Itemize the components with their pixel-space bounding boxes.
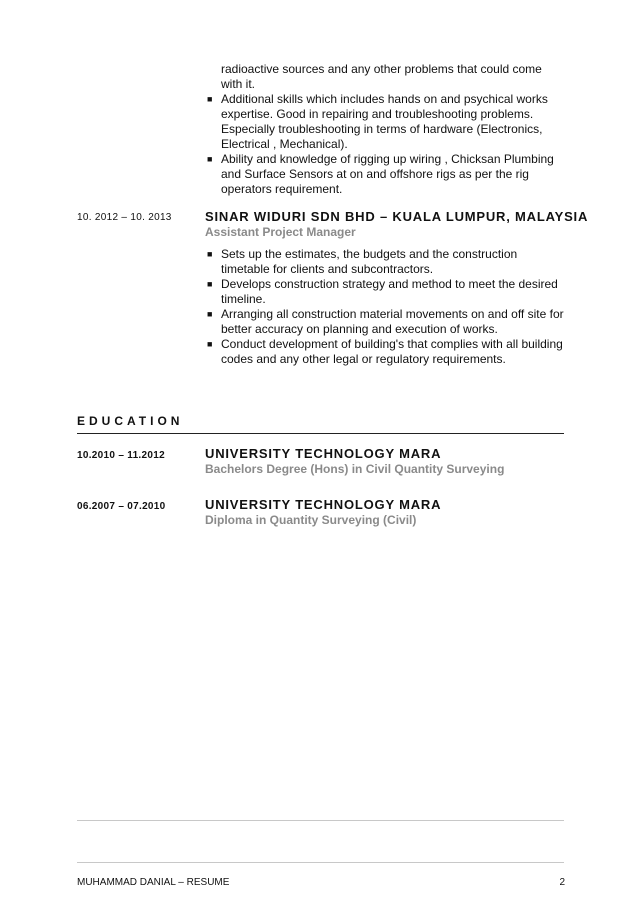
footer-divider: [77, 862, 564, 863]
education-heading: EDUCATION: [77, 414, 184, 428]
list-item: ■ Ability and knowledge of rigging up wiring , Chicksan Plumbing and Surface Sensors at on and offshore rigs as per the rig operators requirement.: [207, 152, 554, 196]
bullet-icon: ■: [207, 94, 213, 104]
list-item: ■ Sets up the estimates, the budgets and the construction timetable for clients and subcontractors.: [207, 247, 518, 276]
job-title: Assistant Project Manager: [205, 225, 356, 239]
school-name: UNIVERSITY TECHNOLOGY MARA: [205, 446, 442, 461]
experience-date: 10. 2012 – 10. 2013: [77, 212, 172, 223]
list-item: ■ Develops construction strategy and method to meet the desired timeline.: [207, 277, 558, 306]
company-name: SINAR WIDURI SDN BHD – KUALA LUMPUR, MALAYSIA: [205, 209, 589, 224]
section-divider: [77, 433, 564, 434]
footer-title: MUHAMMAD DANIAL – RESUME: [77, 877, 230, 888]
degree-title: Diploma in Quantity Surveying (Civil): [205, 513, 417, 527]
school-name: UNIVERSITY TECHNOLOGY MARA: [205, 497, 442, 512]
bullet-icon: ■: [207, 279, 213, 289]
list-item: ■ Arranging all construction material movements on and off site for better accuracy on planning and execution of works.: [207, 307, 564, 336]
education-date: 10.2010 – 11.2012: [77, 450, 165, 461]
bullet-icon: ■: [207, 249, 213, 259]
page-number: 2: [559, 877, 565, 888]
duties-bullet-list: [205, 247, 565, 367]
bullet-icon: ■: [207, 339, 213, 349]
education-date: 06.2007 – 07.2010: [77, 501, 166, 512]
degree-title: Bachelors Degree (Hons) in Civil Quantity Surveying: [205, 462, 505, 476]
footer-divider-top: [77, 820, 564, 821]
continuation-text: radioactive sources and any other problems that could come with it.: [221, 62, 542, 91]
skills-bullet-list: [205, 92, 565, 197]
list-item: ■ Conduct development of building's that complies with all building codes and any other legal or regulatory requirements.: [207, 337, 563, 366]
list-item: ■ Additional skills which includes hands on and psychical works expertise. Good in repairing and troubleshooting problems. Especially troubleshooting in terms of hardware (Electronics, Electrical , Mechanical).: [207, 92, 548, 151]
bullet-icon: ■: [207, 154, 213, 164]
bullet-icon: ■: [207, 309, 213, 319]
